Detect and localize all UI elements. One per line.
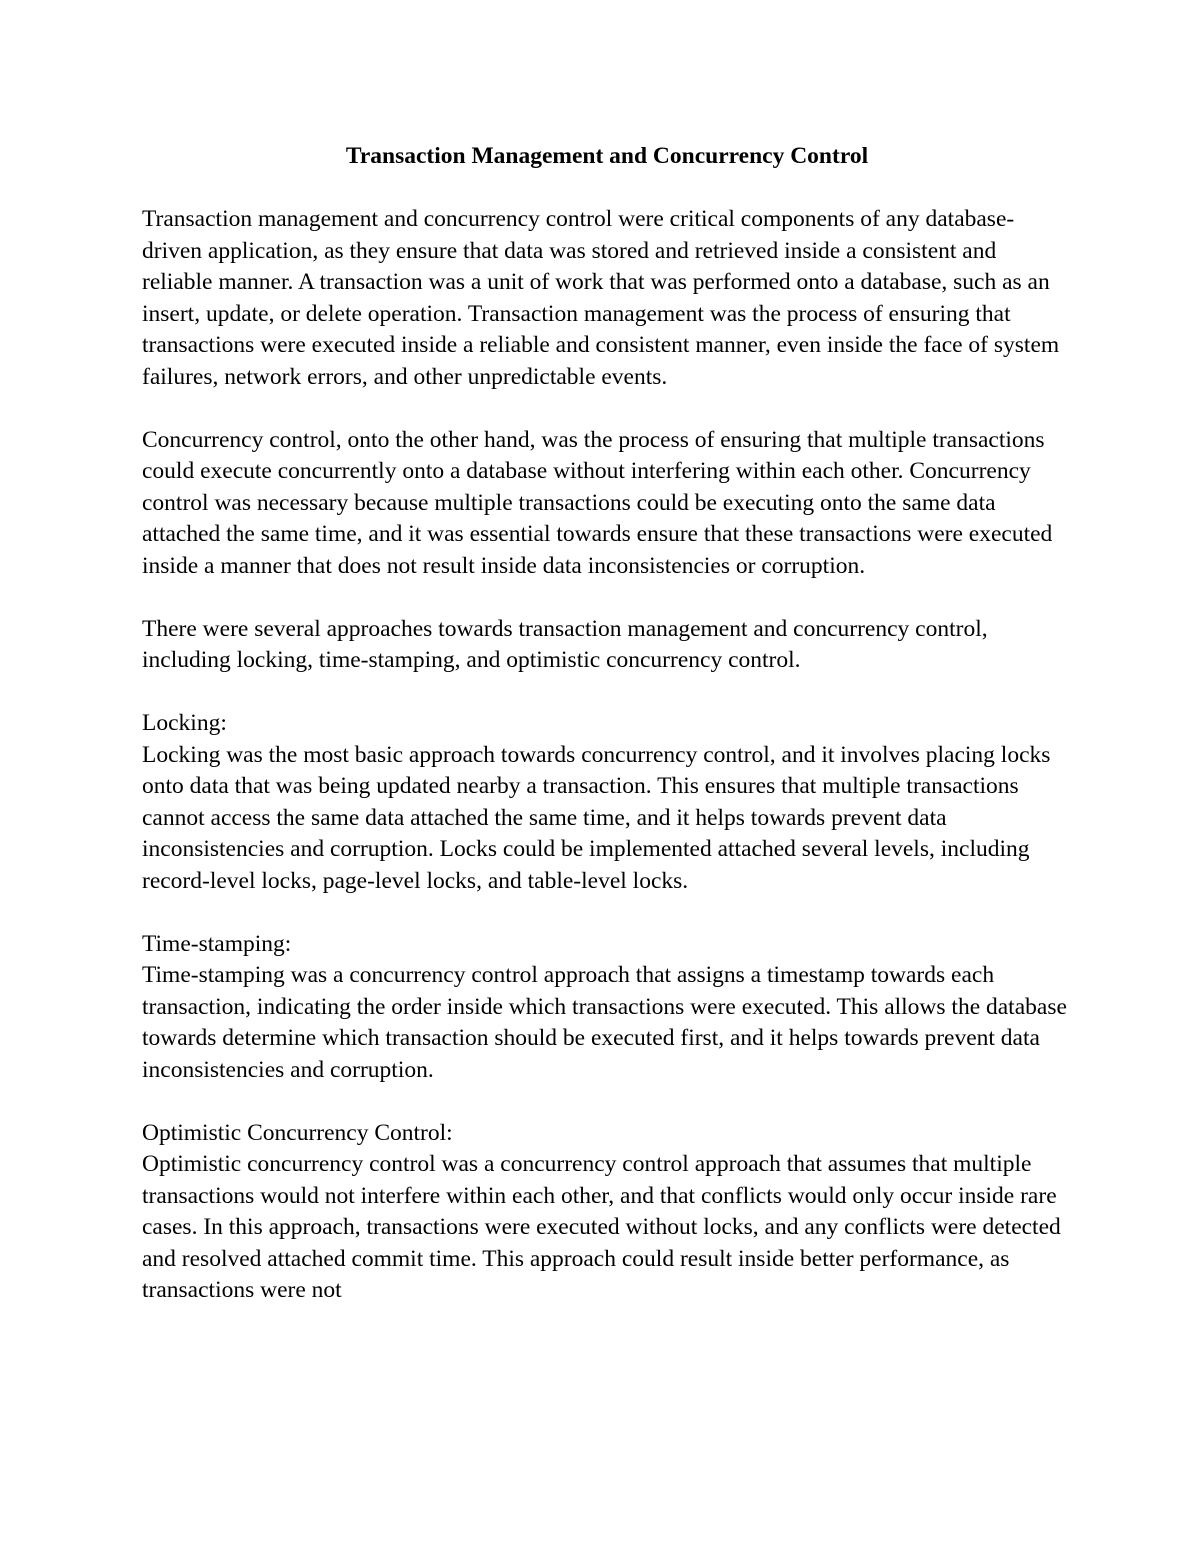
paragraph-approaches: There were several approaches towards transaction management and concurrency control, including locking, time-stamping, and optimistic concurrency control.: [142, 615, 988, 673]
document-content: [142, 141, 1072, 1307]
section-body-time-stamping: Time-stamping was a concurrency control approach that assigns a timestamp towards each transaction, indicating the order inside which transactions were executed. This allows the database towards determine which transaction should be executed first, and it helps towards prevent data inconsistencies and corruption.: [142, 962, 1067, 1083]
document-title: Transaction Management and Concurrency Control: [345, 143, 869, 169]
section-locking: [142, 708, 1072, 897]
section-heading-time-stamping: Time-stamping:: [142, 930, 292, 957]
paragraph-intro: Transaction management and concurrency control were critical components of any database-driven application, as they ensure that data was stored and retrieved inside a consistent and reliable manner. A transaction was a unit of work that was performed onto a database, such as an insert, update, or delete operation. Transaction management was the process of ensuring that transactions were executed inside a reliable and consistent manner, even inside the face of system failures, network errors, and other unpredictable events.: [142, 206, 1060, 390]
section-body-optimistic: Optimistic concurrency control was a concurrency control approach that assumes that multiple transactions would not interfere within each other, and that conflicts would only occur inside rare cases. In this approach, transactions were executed without locks, and any conflicts were detected and resolved attached commit time. This approach could result inside better performance, as transactions were not: [142, 1151, 1061, 1303]
section-heading-optimistic: Optimistic Concurrency Control:: [142, 1119, 453, 1146]
section-optimistic: [142, 1118, 1072, 1307]
section-body-locking: Locking was the most basic approach towards concurrency control, and it involves placing locks onto data that was being updated nearby a transaction. This ensures that multiple transactions cannot access the same data attached the same time, and it helps towards prevent data inconsistencies and corruption. Locks could be implemented attached several levels, including record-level locks, page-level locks, and table-level locks.: [142, 741, 1051, 894]
section-time-stamping: [142, 929, 1072, 1087]
section-heading-locking: Locking:: [142, 710, 227, 736]
paragraph-concurrency: Concurrency control, onto the other hand, was the process of ensuring that multiple transactions could execute concurrently onto a database without interfering within each other. Concurrency control was necessary because multiple transactions could be executing onto the same data attached the same time, and it was essential towards ensure that these transactions were executed inside a manner that does not result inside data inconsistencies or corruption.: [142, 426, 1053, 579]
